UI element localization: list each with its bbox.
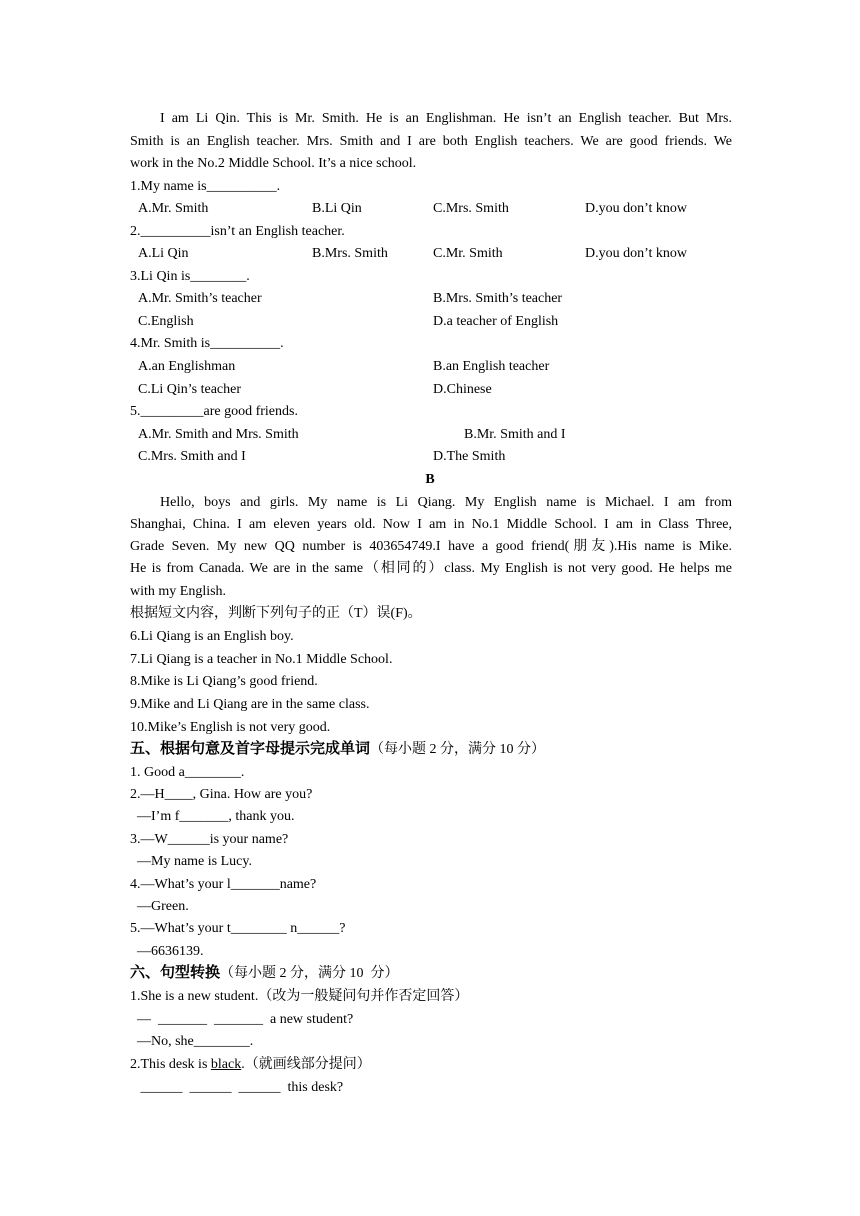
question-4-stem: 4.Mr. Smith is__________. [130, 336, 284, 351]
passage-a-line-1: I am Li Qin. This is Mr. Smith. He is an Englishman. He isn’t an English teacher. But Mrs. [160, 111, 732, 126]
passage-b-line-2: Shanghai, China. I am eleven years old. Now I am in No.1 Middle School. I am in Class Three, [130, 517, 732, 532]
question-2-stem: 2.__________isn’t an English teacher. [130, 224, 345, 239]
passage-b-line-1: Hello, boys and girls. My name is Li Qiang. My English name is Michael. I am from [160, 495, 732, 510]
true-false-instruction: 根据短文内容，判断下列句子的正（T）误(F)。 [130, 606, 422, 621]
section-6-question-2 [130, 1056, 371, 1074]
section-5-line-7: —Green. [130, 899, 189, 914]
question-5-option-c: C.Mrs. Smith and I [138, 449, 246, 464]
question-5-option-d: D.The Smith [433, 449, 506, 464]
question-1-option-b: B.Li Qin [312, 201, 362, 216]
section-5-line-4: 3.—W______is your name? [130, 832, 289, 847]
passage-b-line-4: He is from Canada. We are in the same（相同的）class. My English is not very good. He helps me [130, 561, 732, 576]
section-6-question-2-prefix: 2.This desk is [130, 1057, 211, 1072]
true-false-item-6: 6.Li Qiang is an English boy. [130, 629, 294, 644]
question-3-option-a: A.Mr. Smith’s teacher [138, 291, 262, 306]
section-6-question-2-underlined-word: black [210, 1057, 242, 1072]
question-5-option-a: A.Mr. Smith and Mrs. Smith [138, 427, 299, 442]
section-6-question-1: 1.She is a new student.（改为一般疑问句并作否定回答） [130, 989, 469, 1004]
section-6-heading [130, 964, 399, 983]
true-false-item-8: 8.Mike is Li Qiang’s good friend. [130, 674, 318, 689]
passage-a-line-3: work in the No.2 Middle School. It’s a nice school. [130, 156, 417, 171]
question-3-option-b: B.Mrs. Smith’s teacher [433, 291, 563, 306]
passage-a-line-2: Smith is an English teacher. Mrs. Smith and I are both English teachers. We are good friends. We [130, 134, 732, 149]
section-6-note: （每小题 2 分，满分 10 分） [220, 966, 399, 981]
question-1-stem: 1.My name is__________. [130, 179, 281, 194]
true-false-item-9: 9.Mike and Li Qiang are in the same class. [130, 697, 370, 712]
section-5-line-9: —6636139. [130, 944, 204, 959]
question-5-option-b: B.Mr. Smith and I [464, 427, 566, 442]
passage-b-heading: B [425, 472, 435, 487]
question-2-option-b: B.Mrs. Smith [312, 246, 388, 261]
passage-b-line-5: with my English. [130, 584, 227, 599]
section-6-question-2-answer-line: ______ ______ ______ this desk? [130, 1080, 344, 1095]
section-6-title: 六、句型转换 [130, 965, 221, 981]
question-4-option-a: A.an Englishman [138, 359, 236, 374]
question-1-option-a: A.Mr. Smith [138, 201, 209, 216]
question-2-option-a: A.Li Qin [138, 246, 189, 261]
question-5-stem: 5._________are good friends. [130, 404, 298, 419]
question-4-option-b: B.an English teacher [433, 359, 550, 374]
section-5-line-5: —My name is Lucy. [130, 854, 252, 869]
question-1-option-d: D.you don’t know [585, 201, 688, 216]
question-2-option-c: C.Mr. Smith [433, 246, 503, 261]
question-1-option-c: C.Mrs. Smith [433, 201, 509, 216]
passage-b-line-3: Grade Seven. My new QQ number is 403654749.I have a good friend(朋友).His name is Mike. [130, 539, 732, 554]
section-6-question-1-answer-line-1: — _______ _______ a new student? [130, 1012, 354, 1027]
section-5-line-2: 2.—H____, Gina. How are you? [130, 787, 313, 802]
question-4-option-c: C.Li Qin’s teacher [138, 382, 242, 397]
question-2-option-d: D.you don’t know [585, 246, 688, 261]
section-5-line-8: 5.—What’s your t________ n______? [130, 921, 346, 936]
section-5-title: 五、根据句意及首字母提示完成单词 [130, 741, 371, 757]
question-3-stem: 3.Li Qin is________. [130, 269, 250, 284]
true-false-item-10: 10.Mike’s English is not very good. [130, 720, 331, 735]
section-5-line-3: —I’m f_______, thank you. [130, 809, 295, 824]
question-3-option-c: C.English [138, 314, 194, 329]
section-5-note: （每小题 2 分，满分 10 分） [370, 742, 546, 757]
section-5-heading [130, 740, 545, 759]
section-6-question-1-answer-line-2: —No, she________. [130, 1034, 254, 1049]
section-5-line-1: 1. Good a________. [130, 765, 245, 780]
question-3-option-d: D.a teacher of English [433, 314, 559, 329]
true-false-item-7: 7.Li Qiang is a teacher in No.1 Middle School. [130, 652, 393, 667]
question-4-option-d: D.Chinese [433, 382, 492, 397]
section-5-line-6: 4.—What’s your l_______name? [130, 877, 317, 892]
section-6-question-2-suffix: .（就画线部分提问） [241, 1057, 371, 1072]
